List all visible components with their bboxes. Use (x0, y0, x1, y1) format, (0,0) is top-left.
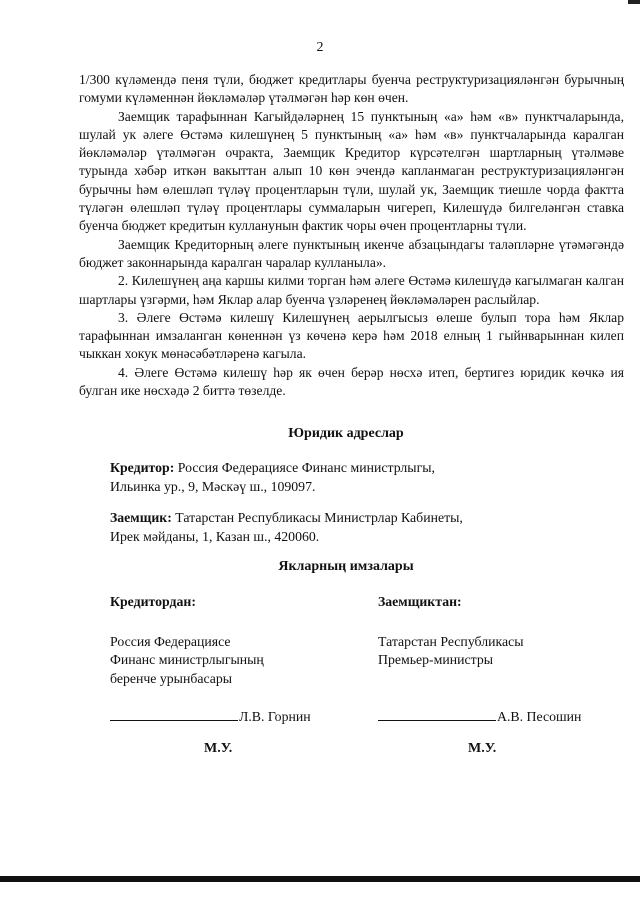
paragraph-clause-2: 2. Килешүнең аңа каршы килми торган һәм әлеге Өстәмә килешүдә кагылмаган калган шартлары үзгәрми, һәм Яклар алар буенча үзләренең йөкләмәләрен раслыйлар. (79, 273, 624, 307)
creditor-street: Ильинка ур., 9, Мәскәү ш., 109097. (110, 478, 316, 494)
paragraph-clause-3: 3. Әлеге Өстәмә килешү Килешүнең аерылгысыз өлеше булып тора һәм Яклар тарафыннан имзаланган көненнән үз көченә керә һәм 2018 елның 1 гыйнварыннан килеп чыккан хокук мөнәсәбәтләренә кагыла. (79, 309, 624, 362)
scan-bottom-border (0, 876, 640, 882)
creditor-label: Кредитор: (110, 460, 175, 475)
page-number: 2 (316, 40, 324, 55)
agreement-body (79, 71, 624, 400)
paragraph-continuation: 1/300 күләмендә пеня түли, бюджет кредитлары буенча реструктуризацияләнгән бурычның гомуми күләменнән йөкләмәләр үтәлмәгән һәр көн өчен. (79, 72, 624, 106)
creditor-signer-title-2: Финанс министрлыгының (110, 652, 264, 667)
borrower-signature-label: Заемщиктан: (378, 594, 462, 609)
borrower-signer-title-2: Премьер-министры (378, 652, 493, 667)
creditor-signer-title-1: Россия Федерациясе (110, 633, 231, 649)
borrower-name: Татарстан Республикасы Министрлар Кабинеты, (171, 510, 463, 525)
borrower-street: Ирек мәйданы, 1, Казан ш., 420060. (110, 528, 320, 544)
borrower-signer-title-1: Татарстан Республикасы (378, 633, 524, 649)
borrower-label: Заемщик: (110, 510, 172, 525)
creditor-signer-title-3: беренче урынбасары (110, 670, 233, 686)
borrower-signature-underline (378, 708, 496, 721)
creditor-signer-name: Л.В. Горнин (239, 709, 311, 724)
creditor-signature-line (110, 708, 311, 725)
creditor-signature-block (110, 593, 264, 688)
borrower-signer-name: А.В. Песошин (497, 709, 582, 724)
borrower-signature-block (378, 593, 524, 670)
borrower-address (110, 509, 463, 546)
borrower-line-1 (110, 509, 463, 528)
paragraph-clause-4: 4. Әлеге Өстәмә килешү һәр як өчен берәр нөсхә итеп, бертигез юридик көчкә ия булган ике нөсхәдә 2 биттә төзелде. (79, 364, 624, 399)
borrower-signature-line (378, 708, 581, 725)
paragraph-obligations: Заемщик тарафыннан Кагыйдәләрнең 15 пунктының «а» һәм «в» пунктчаларында, шулай ук әлеге Өстәмә килешүнең 5 пунктының «а» һәм «в» пунктчаларында каралган йөкләмәләр үтәлмәгән очракта, Заемщик Кредитор күрсәтелгән шартларның үтәлмәве турында хәбәр иткән вакыттан алып 10 көн эчендә капланмаган реструктуризацияләнгән бурычны һәм өлешләп түләү процентларын түли, шулай ук, Заемщик тиешле чорда фактта түләгән өлешләп түләү процентлары суммаларын чигереп, Килешүдә билгеләнгән ставка буенча бюджет кредитын кулланунын фактик чоры өчен процентларны түли. (79, 108, 624, 234)
creditor-seal-place: М.У. (204, 741, 233, 756)
signatures-heading: Якларның имзалары (278, 559, 414, 574)
creditor-name: Россия Федерациясе Финанс министрлыгы, (174, 460, 435, 475)
creditor-signature-underline (110, 708, 238, 721)
creditor-line-1 (110, 459, 435, 478)
legal-addresses-heading: Юридик адреслар (288, 426, 404, 441)
scan-corner-mark (628, 0, 640, 4)
creditor-address (110, 459, 435, 496)
paragraph-budget-measures: Заемщик Кредиторның әлеге пунктының икенче абзацындагы таләпләрне үтәмәгәндә бюджет законнарында каралган чаралар кулланыла». (79, 236, 624, 270)
creditor-signature-label: Кредитордан: (110, 594, 196, 609)
borrower-seal-place: М.У. (468, 741, 497, 756)
